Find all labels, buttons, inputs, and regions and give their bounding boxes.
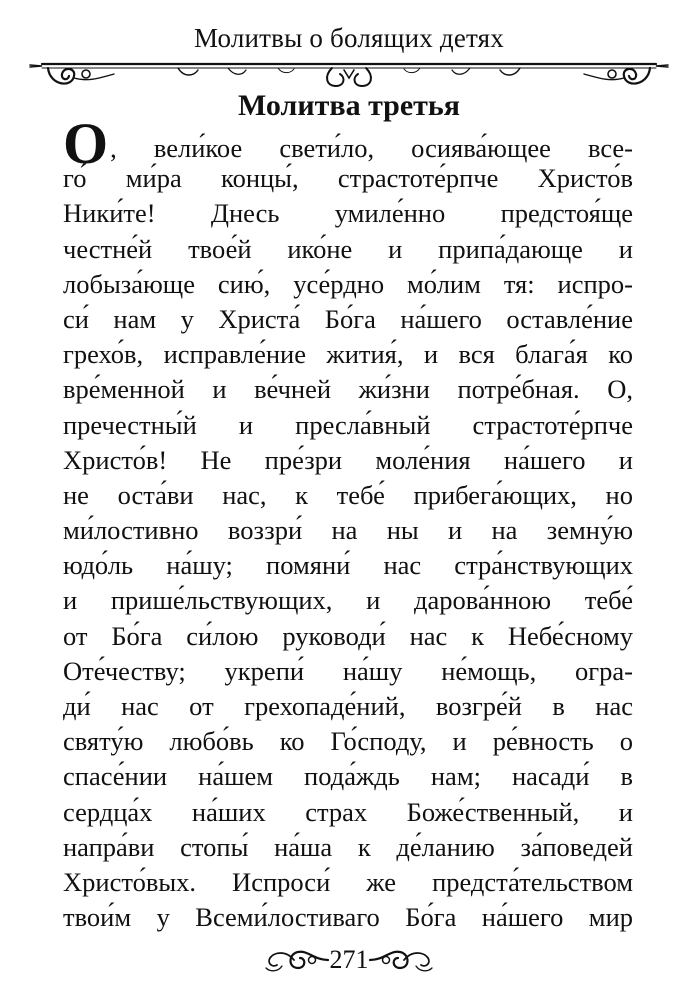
footer-ornament-right-icon — [368, 946, 434, 974]
prayer-line: пречестны́й и пресла́вный страстоте́рпче — [63, 409, 633, 440]
prayer-line: Ники́те! Днесь умиле́нно предстоя́ще — [63, 198, 633, 229]
prayer-line: и прише́льствующих, и дарова́нною тебе́ — [63, 585, 633, 616]
prayer-line: честне́й твое́й ико́не и припа́дающе и — [63, 233, 633, 264]
prayer-line: го́ ми́ра концы́, страстоте́рпче Христо́в — [63, 163, 633, 194]
prayer-line: си́ нам у Христа́ Бо́га на́шего оставле́ние — [63, 303, 633, 334]
prayer-line: Христо́в! Не пре́зри моле́ния на́шего и — [63, 444, 633, 475]
prayer-line: твои́м у Всеми́лостиваго Бо́га на́шего мир — [63, 902, 633, 933]
prayer-line: Оте́честву; укрепи́ на́шу не́мощь, огра- — [63, 655, 633, 686]
prayer-line: святу́ю любо́вь ко Го́споду, и ре́вность о — [63, 726, 633, 757]
page-number: 271 — [329, 945, 369, 974]
page-footer — [0, 938, 698, 982]
prayer-line: от Бо́га си́лою руководи́ нас к Небе́сному — [63, 620, 633, 651]
prayer-line: ди́ нас от грехопаде́ний, возгре́й в нас — [63, 691, 633, 721]
prayer-line: О, вели́кое свети́ло, осиява́ющее все- — [63, 111, 633, 176]
prayer-line: вре́менной и ве́чней жи́зни потре́бная. О, — [63, 374, 633, 405]
prayer-line: ми́лостивно воззри́ на ны и на земну́ю — [63, 515, 633, 546]
prayer-line: напра́ви стопы́ на́ша к де́ланию за́поведей — [63, 831, 633, 862]
prayer-line: сердца́х на́ших страх Боже́ственный, и — [63, 796, 633, 827]
running-header: Молитвы о болящих детях — [193, 23, 505, 53]
prayer-line: юдо́ль на́шу; помяни́ нас стра́нствующих — [63, 550, 633, 581]
prayer-line: спасе́нии на́шем пода́ждь нам; насади́ в — [63, 761, 633, 792]
prayer-line: Христо́вых. Испроси́ же предста́тельством — [63, 866, 633, 897]
prayer-title: Молитва третья — [237, 89, 460, 122]
prayer-line: грехо́в, исправле́ние жития́, и вся блага́я ко — [63, 339, 633, 370]
prayer-line: не оста́ви нас, к тебе́ прибега́ющих, но — [63, 479, 633, 510]
drop-cap: О — [63, 111, 109, 176]
prayer-line: лобыза́юще сию́, усе́рдно мо́лим тя: испро- — [63, 268, 633, 299]
prayer-body — [63, 111, 633, 935]
